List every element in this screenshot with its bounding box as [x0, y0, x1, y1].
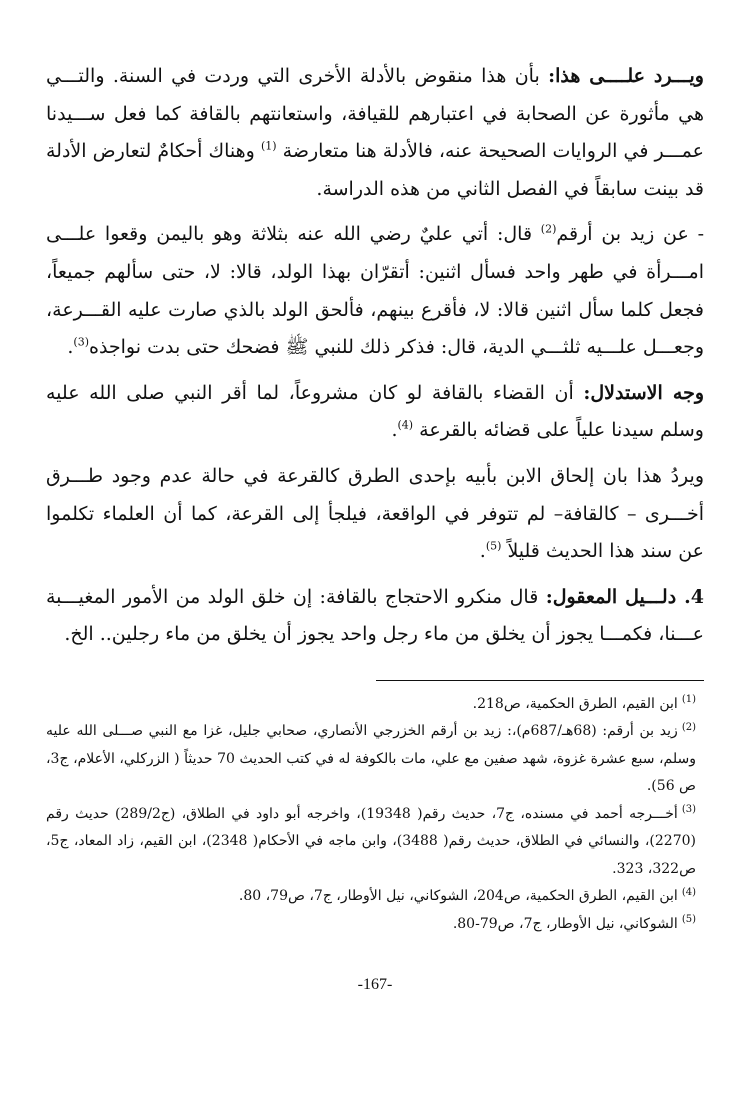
paragraph-text: ويردُ هذا بان إلحاق الابن بأبيه بإحدى الطرق كالقرعة في حالة عدم وجود طـــرق أخـــرى – كالقافة– لم تتوفر في الواقعة، فيلجأ إلى القرعة، كما أن العلماء تكلموا عن سند هذا الحديث قليلاً [46, 464, 704, 563]
footnote-item [46, 691, 696, 719]
footnote-ref: (5) [485, 539, 502, 553]
footnote-item [46, 718, 696, 801]
paragraph-lead: ويـــرد علــــى هذا: [548, 65, 704, 87]
paragraph-text: أن القضاء بالقافة لو كان مشروعاً، لما أقر النبي صلى الله عليه وسلم سيدنا علياً على قضائه بالقرعة [46, 381, 704, 442]
paragraph-lead: وجه الاستدلال: [583, 381, 704, 404]
footnote-number: (4) [681, 886, 696, 898]
paragraph-tail: وهناك أحكامٌ لتعارض الأدلة قد بينت سابقاً في الفصل الثاني من هذه الدراسة. [46, 140, 704, 200]
footnote-text: أخـــرجه أحمد في مسنده، ج7، حديث رقم( 19348)، واخرجه أبو داود في الطلاق، (ج289/2) حديث رقم (2270)، والنسائي في الطلاق، حديث رقم( 3488)، وابن ماجه في الأحكام( 2348)، ابن القيم، زاد المعاد، ج5، ص322، 323. [46, 805, 696, 877]
footnote-text: ابن القيم، الطرق الحكمية، ص218. [472, 695, 678, 712]
footnote-ref: (4) [397, 419, 414, 433]
footnote-number: (1) [681, 694, 696, 706]
footnote-ref: (2) [540, 223, 557, 237]
paragraph-tail: . [67, 336, 74, 359]
paragraph-2 [46, 216, 704, 366]
paragraph-text: بأن هذا منقوض بالأدلة الأخرى التي وردت في السنة. والتـــي هي مأثورة عن الصحابة في اعتبارهم للقيافة، واستعانتهم بالقافة كما فعل ســـيدنا عمـــر في الروايات الصحيحة عنه، فالأدلة هنا متعارضة [46, 65, 705, 163]
footnote-text: زيد بن أرقم: (68هـ/687م)،: زيد بن أرقم الخزرجي الأنصاري، صحابي جليل، غزا مع النبي صـــلى الله عليه وسلم، سبع عشرة غزوة، شهد صفين مع علي، مات بالكوفة له في كتب الحديث 70 حديثاً ( الزركلي، الأعلام، ج3، ص 56). [46, 723, 696, 795]
footnote-number: (2) [681, 721, 696, 733]
paragraph-5 [46, 579, 704, 654]
main-text [46, 58, 704, 654]
paragraph-1 [46, 58, 704, 208]
footnote-text: ابن القيم، الطرق الحكمية، ص204، الشوكاني، نيل الأوطار، ج7، ص79، 80. [238, 888, 678, 905]
footnote-number: (3) [681, 804, 696, 816]
paragraph-text: قال منكرو الاحتجاج بالقافة: إن خلق الولد من الأمور المغيـــبة عـــنا، فكمـــا يجوز أن يخلق من ماء رجل واحد يجوز أن يخلق من ماء رجلين.. الخ. [46, 585, 704, 646]
paragraph-text: - عن زيد بن أرقم [556, 223, 704, 246]
footnote-ref: (3) [73, 335, 89, 349]
footnote-number: (5) [681, 914, 696, 926]
paragraph-4 [46, 458, 704, 571]
paragraph-3 [46, 375, 704, 450]
page-number: -167- [357, 976, 393, 993]
paragraph-lead: 4. دلـــيل المعقول: [545, 585, 704, 608]
footnote-item [46, 883, 696, 911]
footnote-text: الشوكاني، نيل الأوطار، ج7، ص79-80. [452, 915, 678, 932]
footnote-item [46, 911, 696, 939]
paragraph-tail: قال: أتي عليٌ رضي الله عنه بثلاثة وهو باليمن وقعوا علـــى امـــرأة في طهر واحد فسأل اثنين: أتقرّان بهذا الولد، قالا: لا، حتى سألهم جميعاً، فجعل كلما سأل اثنين قالا: لا، فأقرع بينهم، فألحق الولد بالذي صارت عليه القـــرعة، وجعـــل علـــيه ثلثـــي الدية، قال: فذكر ذلك للنبي ﷺ فضحك حتى بدت نواجذه [46, 223, 704, 359]
footnote-ref: (1) [260, 139, 277, 153]
footnote-divider [376, 680, 704, 681]
paragraph-tail: . [479, 540, 486, 563]
footnote-item [46, 801, 696, 884]
footnotes [46, 691, 704, 939]
paragraph-tail: . [391, 419, 398, 442]
